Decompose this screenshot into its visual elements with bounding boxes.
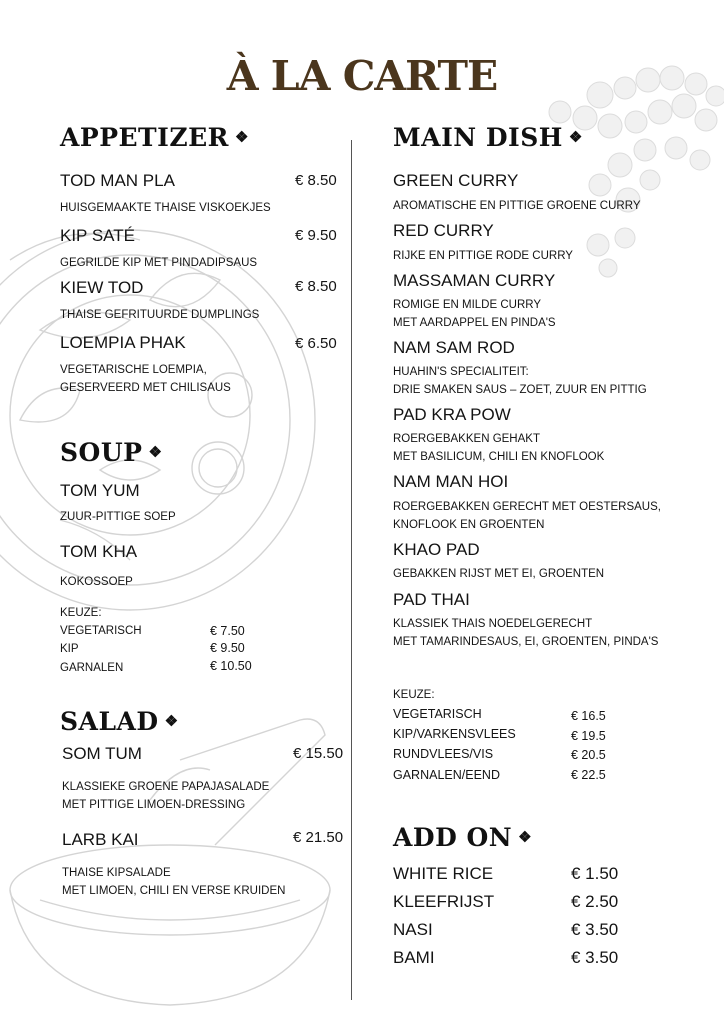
menu-item-description: KOKOSSOEP [60, 576, 133, 588]
menu-item-description: HUAHIN'S SPECIALITEIT: DRIE SMAKEN SAUS – ZOET, ZUUR EN PITTIG [393, 366, 647, 396]
ornament-icon: ❖ [164, 712, 179, 730]
menu-item-price: € 8.50 [295, 172, 337, 189]
menu-item-description: RIJKE EN PITTIGE RODE CURRY [393, 250, 573, 262]
option-price: € 22.5 [571, 768, 606, 782]
section-heading-salad: SALAD ❖ [60, 707, 179, 736]
option-name: GARNALEN [60, 662, 124, 674]
option-name: KIP/VARKENSVLEES [393, 727, 516, 741]
menu-item-description: ROERGEBAKKEN GEHAKT MET BASILICUM, CHILI EN KNOFLOOK [393, 433, 605, 463]
menu-item-description: KLASSIEKE GROENE PAPAJASALADE MET PITTIGE LIMOEN-DRESSING [62, 781, 270, 811]
menu-item-price: € 15.50 [293, 745, 344, 762]
menu-item-name: PAD KRA POW [393, 405, 511, 424]
page-title: À LA CARTE [226, 52, 498, 100]
menu-item-name: TOM KHA [60, 542, 138, 561]
menu-item-name: KIP SATÉ [60, 226, 135, 245]
menu-item-price: € 9.50 [295, 227, 337, 244]
option-name: VEGETARISCH [60, 625, 142, 637]
option-price: € 16.5 [571, 709, 606, 723]
section-heading-main-dish: MAIN DISH ❖ [393, 123, 583, 152]
menu-item-name: LOEMPIA PHAK [60, 333, 186, 352]
option-price: € 7.50 [210, 624, 245, 638]
option-name: VEGETARISCH [393, 707, 482, 721]
keuze-label: KEUZE: [60, 607, 102, 619]
menu-item-name: RED CURRY [393, 221, 494, 240]
option-price: € 19.5 [571, 729, 606, 743]
menu-item-price: € 6.50 [295, 335, 337, 352]
menu-item-name: LARB KAI [62, 830, 139, 849]
menu-item-description: AROMATISCHE EN PITTIGE GROENE CURRY [393, 200, 641, 212]
menu-item-description: GEBAKKEN RIJST MET EI, GROENTEN [393, 568, 605, 580]
menu-item-name: GREEN CURRY [393, 171, 519, 190]
menu-item-price: € 8.50 [295, 278, 337, 295]
section-heading-add-on: ADD ON ❖ [393, 823, 533, 852]
menu-item-description: ZUUR-PITTIGE SOEP [60, 511, 176, 523]
bowl-sketch-icon [0, 230, 315, 610]
menu-item-description: ROERGEBAKKEN GERECHT MET OESTERSAUS, KNOFLOOK EN GROENTEN [393, 501, 661, 531]
ornament-icon: ❖ [568, 128, 583, 146]
menu-item-description: THAISE KIPSALADE MET LIMOEN, CHILI EN VERSE KRUIDEN [62, 867, 286, 897]
addon-price: € 2.50 [571, 892, 619, 911]
option-price: € 10.50 [210, 659, 252, 673]
addon-name: KLEEFRIJST [393, 892, 495, 911]
ornament-icon: ❖ [148, 443, 163, 461]
ornament-icon: ❖ [518, 828, 533, 846]
menu-item-description: GEGRILDE KIP MET PINDADIPSAUS [60, 257, 258, 269]
menu-item-name: TOM YUM [60, 481, 140, 500]
section-heading-appetizer: APPETIZER ❖ [60, 123, 249, 152]
menu-item-name: NAM SAM ROD [393, 338, 515, 357]
addon-price: € 1.50 [571, 864, 619, 883]
menu-item-name: TOD MAN PLA [60, 171, 175, 190]
menu-item-description: THAISE GEFRITUURDE DUMPLINGS [60, 309, 260, 321]
addon-name: NASI [393, 920, 433, 939]
option-name: GARNALEN/EEND [393, 768, 500, 782]
menu-item-name: SOM TUM [62, 744, 142, 763]
addon-name: WHITE RICE [393, 864, 494, 883]
option-name: RUNDVLEES/VIS [393, 747, 494, 761]
menu-item-description: VEGETARISCHE LOEMPIA, GESERVEERD MET CHILISAUS [60, 364, 231, 394]
menu-item-name: NAM MAN HOI [393, 472, 509, 491]
menu-item-description: HUISGEMAAKTE THAISE VISKOEKJES [60, 202, 271, 214]
column-divider [351, 140, 352, 1000]
ornament-icon: ❖ [234, 128, 249, 146]
addon-price: € 3.50 [571, 920, 619, 939]
menu-item-name: KHAO PAD [393, 540, 480, 559]
option-name: KIP [60, 643, 79, 655]
menu-item-price: € 21.50 [293, 829, 344, 846]
menu-item-description: KLASSIEK THAIS NOEDELGERECHT MET TAMARINDESAUS, EI, GROENTEN, PINDA'S [393, 618, 659, 648]
keuze-label: KEUZE: [393, 689, 435, 701]
addon-name: BAMI [393, 948, 435, 967]
addon-price: € 3.50 [571, 948, 619, 967]
menu-item-name: KIEW TOD [60, 278, 144, 297]
option-price: € 20.5 [571, 748, 606, 762]
menu-item-description: ROMIGE EN MILDE CURRY MET AARDAPPEL EN PINDA'S [393, 299, 556, 329]
menu-item-name: PAD THAI [393, 590, 470, 609]
option-price: € 9.50 [210, 641, 245, 655]
menu-item-name: MASSAMAN CURRY [393, 271, 556, 290]
section-heading-soup: SOUP ❖ [60, 438, 163, 467]
